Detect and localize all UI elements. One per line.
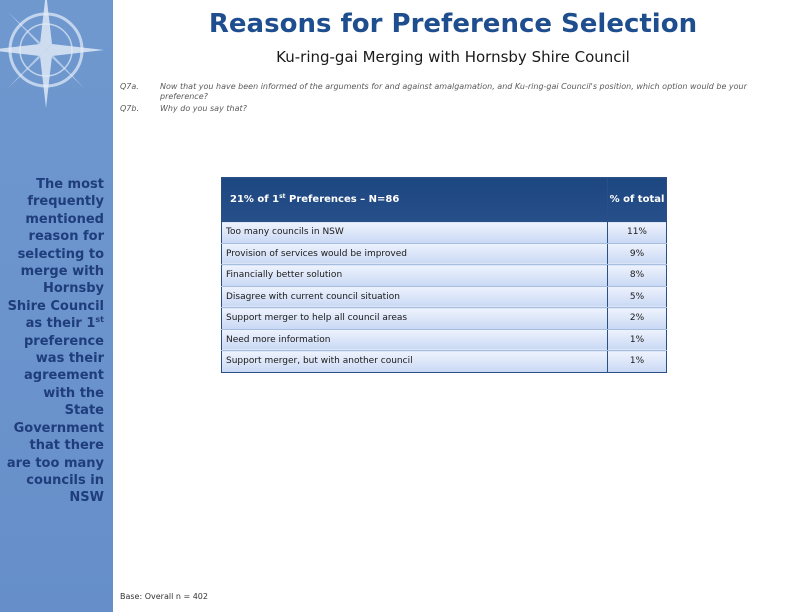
reasons-table (221, 177, 667, 373)
header-sup: st (279, 193, 286, 200)
pct-cell: 9% (608, 243, 667, 265)
pct-cell: 5% (608, 286, 667, 308)
table-row (222, 265, 667, 287)
question-text: Why do you say that? (160, 104, 247, 113)
question-q7b (120, 104, 785, 114)
pct-cell: 8% (608, 265, 667, 287)
pct-cell: 1% (608, 329, 667, 351)
table-header-row (222, 178, 667, 222)
reason-cell: Financially better solution (222, 265, 608, 287)
table-row (222, 329, 667, 351)
table-row (222, 222, 667, 244)
table-row (222, 243, 667, 265)
reason-cell: Support merger to help all council areas (222, 308, 608, 330)
table-row (222, 351, 667, 373)
question-q7a (120, 82, 785, 102)
table-row (222, 308, 667, 330)
question-code: Q7a. (120, 82, 139, 91)
reason-cell: Support merger, but with another council (222, 351, 608, 373)
pct-cell: 1% (608, 351, 667, 373)
question-text: Now that you have been informed of the arguments for and against amalgamation, and Ku-ring-gai Council's position, which option would be your preference? (160, 82, 747, 101)
compass-icon (0, 0, 106, 110)
sidebar-text-before: The most frequently mentioned reason for selecting to merge with Hornsby Shire Council as their 1 (7, 177, 104, 332)
reason-cell: Disagree with current council situation (222, 286, 608, 308)
page-subtitle: Ku-ring-gai Merging with Hornsby Shire Council (276, 48, 630, 66)
reason-cell: Too many councils in NSW (222, 222, 608, 244)
header-suffix: Preferences – N=86 (285, 194, 400, 205)
page-title: Reasons for Preference Selection (208, 9, 698, 39)
sidebar (0, 0, 113, 612)
sidebar-text-after: preference was their agreement with the State Government that there are too many councils in NSW (6, 333, 104, 506)
question-code: Q7b. (120, 104, 140, 113)
reason-column-header (222, 178, 608, 222)
reason-cell: Need more information (222, 329, 608, 351)
pct-cell: 11% (608, 222, 667, 244)
header-prefix: 21% of 1 (230, 194, 280, 205)
pct-column-header: % of total (608, 178, 667, 222)
pct-cell: 2% (608, 308, 667, 330)
base-note: Base: Overall n = 402 (120, 592, 208, 601)
sidebar-text-sup: st (95, 315, 104, 325)
sidebar-summary-text (4, 176, 104, 507)
table-row (222, 286, 667, 308)
reason-cell: Provision of services would be improved (222, 243, 608, 265)
